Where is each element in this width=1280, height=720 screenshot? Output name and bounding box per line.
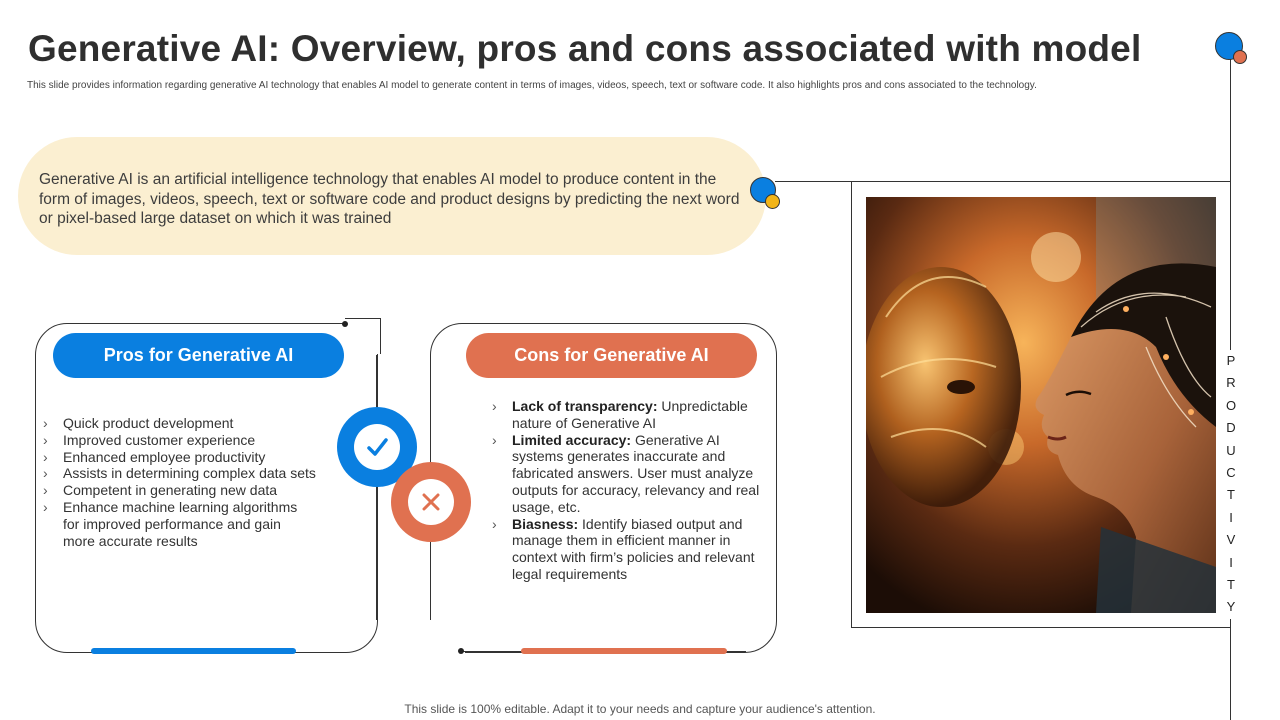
vertical-letter: I xyxy=(1229,507,1233,529)
pros-card-right-edge xyxy=(376,355,377,620)
pros-card-corner-mask-2 xyxy=(346,319,380,353)
pros-item: › Competent in generating new data xyxy=(41,482,341,499)
vertical-word-productivity xyxy=(1222,350,1240,619)
vertical-letter: P xyxy=(1227,350,1236,372)
top-right-orange-dot xyxy=(1233,50,1247,64)
cons-item-term: Biasness: xyxy=(512,515,579,532)
ai-portrait-image xyxy=(866,197,1216,613)
intro-text: Generative AI is an artificial intelligence technology that enables AI model to produce content in the form of images, videos, speech, text or software code and product designs by predicting the next word or pixel-based large dataset on which it was trained xyxy=(39,171,740,227)
vertical-letter: I xyxy=(1229,552,1233,574)
ai-portrait-illustration xyxy=(866,197,1216,613)
cons-item-text: Generative AI systems generates inaccurate and fabricated answers. User must analyze outputs for accuracy, relevancy and real usage, etc. xyxy=(512,431,760,515)
check-icon xyxy=(354,424,400,470)
pros-card-dot xyxy=(342,321,348,327)
vertical-letter: Y xyxy=(1227,596,1236,618)
page-title: Generative AI: Overview, pros and cons associated with model xyxy=(28,28,1142,69)
cons-item-text: Identify biased output and manage them in efficient manner in context with firm’s policies and relevant legal requirements xyxy=(512,515,755,582)
cons-list xyxy=(490,398,765,583)
pros-card-top-edge xyxy=(68,323,345,324)
vertical-letter: T xyxy=(1227,574,1235,596)
pros-item: › Quick product development xyxy=(41,415,341,432)
vertical-letter: R xyxy=(1226,372,1235,394)
pros-item: › Assists in determining complex data sets xyxy=(41,465,341,482)
cons-accent-bar xyxy=(521,648,727,654)
footer-note: This slide is 100% editable. Adapt it to your needs and capture your audience's attention. xyxy=(404,702,876,716)
pros-item: › Improved customer experience xyxy=(41,432,341,449)
cons-card-dot xyxy=(458,648,464,654)
cons-item xyxy=(490,432,765,516)
vertical-letter: O xyxy=(1226,395,1236,417)
cons-item xyxy=(490,398,765,432)
page-subtitle: This slide provides information regarding generative AI technology that enables AI model to generate content in terms of images, videos, speech, text or software code. It also highlights pros and cons associated to the technology. xyxy=(27,80,1037,91)
pros-header: Pros for Generative AI xyxy=(53,333,344,378)
cons-item-text: Unpredictable nature of Generative AI xyxy=(512,398,748,431)
cons-item-term: Lack of transparency: xyxy=(512,398,658,414)
vertical-letter: U xyxy=(1226,440,1235,462)
cons-item xyxy=(490,516,765,583)
cons-item-term: Limited accuracy: xyxy=(512,431,632,448)
vertical-letter: T xyxy=(1227,484,1235,506)
connector-yellow-dot xyxy=(765,194,780,209)
cross-icon xyxy=(408,479,454,525)
pros-accent-bar xyxy=(91,648,296,654)
cons-header: Cons for Generative AI xyxy=(466,333,757,378)
cons-badge xyxy=(391,462,471,542)
pros-list xyxy=(41,415,341,549)
vertical-letter: V xyxy=(1227,529,1236,551)
vertical-letter: C xyxy=(1226,462,1235,484)
pros-item: › Enhance machine learning algorithms for improved performance and gain more accurate results xyxy=(41,499,308,549)
vertical-letter: D xyxy=(1226,417,1235,439)
pros-item: › Enhanced employee productivity xyxy=(41,449,341,466)
